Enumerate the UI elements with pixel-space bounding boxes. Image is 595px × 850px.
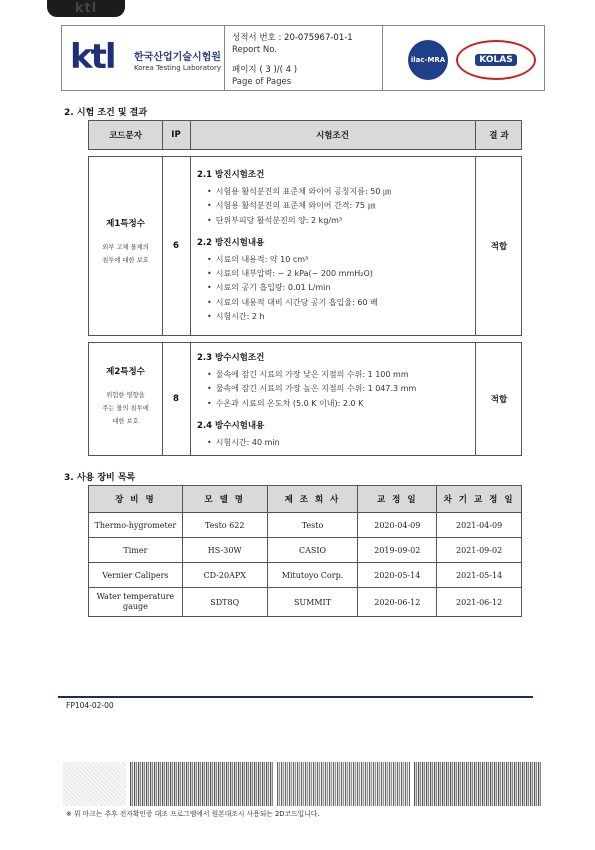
condition-item: • 물속에 잠긴 시료의 가장 낮은 지점의 수위: 1 100 mm	[197, 368, 472, 382]
kolas-logo: KOLAS	[456, 40, 536, 80]
req-desc: 주는 물의 침투에	[102, 405, 149, 412]
group-title: 2.2 방진시험내용	[197, 237, 265, 248]
req-title: 제1특정수	[106, 219, 145, 229]
footnote: ※ 위 마크는 추후 전자확인증 대조 프로그램에서 원본대조시 사용되는 2D코드입니다.	[66, 810, 320, 818]
page-label: 페이지 ( 3 )/( 4 )	[232, 65, 298, 75]
footer-divider	[58, 696, 533, 698]
result-value: 적합	[490, 395, 508, 405]
equipment-name: Vernier Calipers	[89, 563, 183, 588]
next-calibration-date: 2021-06-12	[437, 588, 522, 617]
ilac-mra-logo: ilac-MRA	[408, 40, 448, 80]
model-name: Testo 622	[182, 513, 267, 538]
report-info	[232, 32, 353, 88]
condition-item: • 시험시간: 2 h	[197, 310, 472, 324]
org-name	[134, 48, 221, 72]
next-calibration-date: 2021-05-14	[437, 563, 522, 588]
equipment-name: Water temperature gauge	[89, 588, 183, 617]
table-row	[89, 588, 522, 617]
condition-item: • 시험시간: 40 min	[197, 436, 472, 450]
table-row	[88, 342, 522, 456]
header-result: 결 과	[489, 131, 509, 141]
next-calibration-date: 2021-09-02	[437, 538, 522, 563]
manufacturer: Testo	[267, 513, 358, 538]
section-2-title: 2. 시험 조건 및 결과	[64, 108, 148, 118]
org-name-kr: 한국산업기술시험원	[134, 52, 221, 63]
conditions-cell	[197, 351, 472, 450]
result-value: 적합	[490, 242, 508, 252]
top-tab-text: ktl	[74, 1, 98, 16]
2d-code-image	[63, 762, 126, 806]
top-tab	[47, 0, 125, 17]
table-row	[89, 513, 522, 538]
equipment-header-row	[89, 486, 522, 513]
req-title: 제2특정수	[106, 367, 145, 377]
condition-item: • 시료의 내용적: 약 10 cm³	[197, 253, 472, 267]
header-code: 코드문자	[109, 131, 142, 141]
table-row	[89, 563, 522, 588]
header-conditions: 시험조건	[316, 131, 349, 141]
report-no-value: 20-075967-01-1	[284, 33, 353, 43]
ip-value: 6	[173, 241, 179, 251]
group-title: 2.1 방진시험조건	[197, 170, 265, 180]
2d-code-image	[414, 762, 541, 806]
manufacturer: Mitutoyo Corp.	[267, 563, 358, 588]
ktl-logo: ktl	[70, 37, 115, 77]
req-desc: 침투에 대한 보호	[102, 257, 149, 264]
org-name-en: Korea Testing Laboratory	[134, 64, 222, 72]
group-title: 2.3 방수시험조건	[197, 353, 265, 363]
col-model: 모 델 명	[182, 486, 267, 513]
requirement-cell	[89, 365, 162, 428]
conditions-cell	[197, 168, 472, 324]
table-row	[89, 538, 522, 563]
col-manufacturer: 제 조 회 사	[267, 486, 358, 513]
ip-value: 8	[173, 394, 179, 404]
condition-item: • 물속에 잠긴 시료의 가장 높은 지점의 수위: 1 047.3 mm	[197, 382, 472, 396]
condition-item: • 시료의 내용적 대비 시간당 공기 흡입율: 60 배	[197, 296, 472, 310]
model-name: HS-30W	[182, 538, 267, 563]
next-calibration-date: 2021-04-09	[437, 513, 522, 538]
model-name: SDT8Q	[182, 588, 267, 617]
req-desc: 외부 고체 물체의	[102, 244, 149, 251]
req-desc: 위험한 영향을	[106, 392, 145, 399]
header-ip: IP	[171, 130, 181, 140]
form-code: FP104-02-00	[66, 701, 114, 710]
table-row	[88, 156, 522, 336]
condition-item: • 단위부피당 활석분진의 양: 2 kg/m³	[197, 214, 472, 228]
equipment-name: Thermo-hygrometer	[89, 513, 183, 538]
2d-code-image	[130, 762, 273, 806]
group-title: 2.4 방수시험내용	[197, 420, 265, 431]
calibration-date: 2020-05-14	[358, 563, 437, 588]
col-calibration-date: 교 정 일	[358, 486, 437, 513]
condition-item: • 시료의 내부압력: ~ 2 kPa(~ 200 mmH₂O)	[197, 267, 472, 281]
equipment-table	[88, 485, 522, 617]
equipment-name: Timer	[89, 538, 183, 563]
2d-code-image	[277, 762, 410, 806]
calibration-date: 2020-04-09	[358, 513, 437, 538]
condition-item: • 수온과 시료의 온도차 (5.0 K 이내): 2.0 K	[197, 397, 472, 411]
col-equipment: 장 비 명	[89, 486, 183, 513]
model-name: CD-20APX	[182, 563, 267, 588]
conditions-table-header	[88, 120, 522, 150]
section-3-title: 3. 사용 장비 목록	[64, 473, 136, 483]
req-desc: 대한 보호	[112, 418, 139, 425]
condition-item: • 시료의 공기 흡입량: 0.01 L/min	[197, 281, 472, 295]
report-no-sub: Report No.	[232, 45, 277, 55]
condition-item: • 시험용 활석분진의 표준체 와이어 공칭지름: 50 ㎛	[197, 185, 472, 199]
report-header	[61, 25, 545, 91]
page-sub: Page of Pages	[232, 77, 292, 87]
calibration-date: 2019-09-02	[358, 538, 437, 563]
calibration-date: 2020-06-12	[358, 588, 437, 617]
col-next-calibration: 차 기 교 정 일	[437, 486, 522, 513]
condition-item: • 시험용 활석분진의 표준체 와이어 간격: 75 ㎛	[197, 199, 472, 213]
manufacturer: SUMMIT	[267, 588, 358, 617]
manufacturer: CASIO	[267, 538, 358, 563]
report-no-label: 성적서 번호 :	[232, 33, 282, 43]
requirement-cell	[89, 217, 162, 267]
